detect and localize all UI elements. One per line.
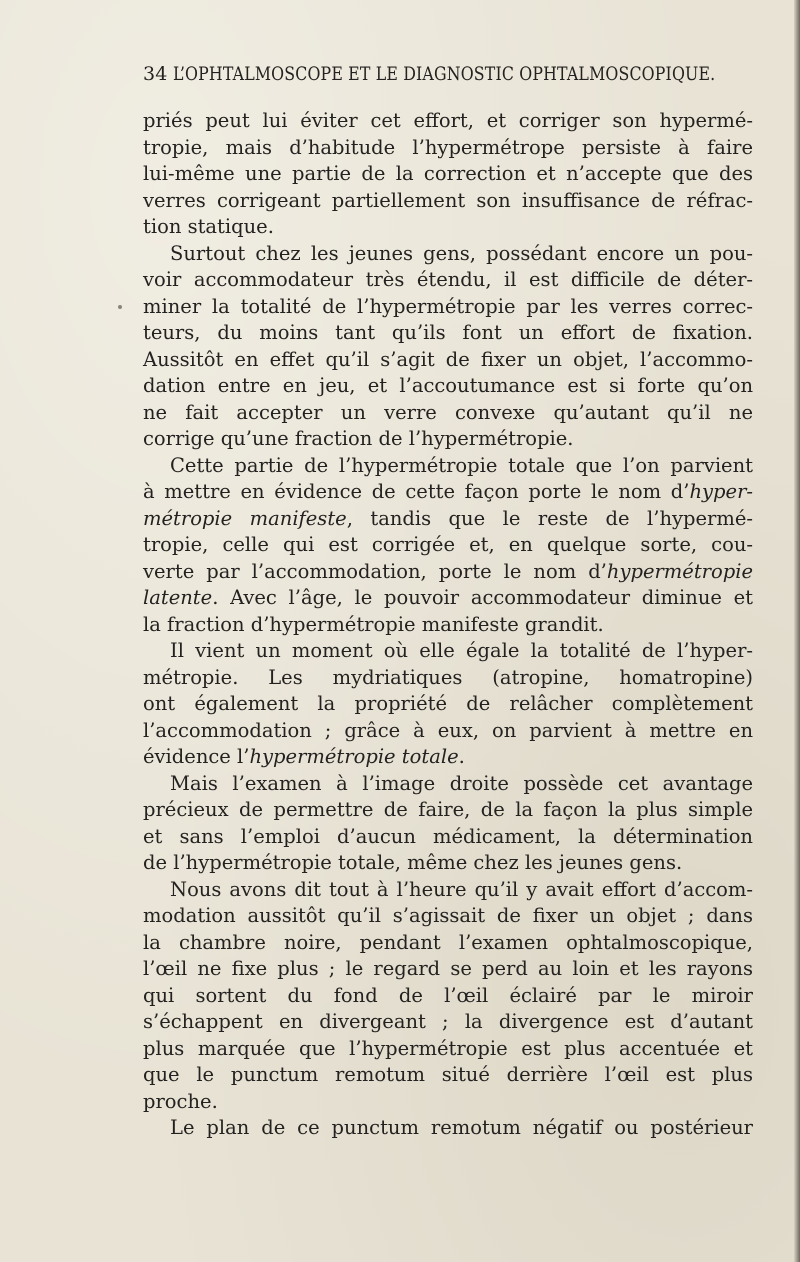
line-text: plus marquée que l’hypermétropie est plus accentuée et — [143, 1036, 753, 1060]
text-line — [143, 585, 753, 612]
text-line — [143, 135, 753, 162]
text-line — [143, 771, 753, 798]
text-line — [143, 108, 753, 135]
text-line — [143, 797, 753, 824]
text-line — [143, 559, 753, 586]
text-line — [143, 850, 753, 877]
text-line — [143, 983, 753, 1010]
line-text: modation aussitôt qu’il s’agissait de fixer un objet ; dans — [143, 904, 753, 927]
line-text: tropie, mais d’habitude l’hypermétrope persiste à faire — [143, 135, 753, 159]
running-header — [143, 63, 753, 93]
text-line — [143, 638, 753, 665]
line-text: à mettre en évidence de cette façon porte le nom d’ — [143, 480, 690, 503]
text-line — [143, 1089, 753, 1116]
line-text: . — [458, 745, 465, 768]
text-line — [143, 347, 753, 374]
line-text: corrige qu’une fraction de l’hypermétropie. — [143, 427, 574, 450]
text-line — [143, 188, 753, 215]
page-number: 34 — [143, 63, 168, 85]
text-line — [143, 1062, 753, 1089]
line-text: s’échappent en divergeant ; la divergence est d’autant — [143, 1010, 753, 1033]
line-text: proche. — [143, 1089, 218, 1113]
text-line — [143, 956, 753, 983]
italic-term: métropie manifeste — [143, 506, 347, 530]
line-text: priés peut lui éviter cet effort, et corriger son hypermé- — [143, 109, 753, 132]
line-text: qui sortent du fond de l’œil éclairé par le miroir — [143, 983, 753, 1007]
line-text: verte par l’accommodation, porte le nom d’ — [143, 559, 607, 583]
italic-term: hyper- — [689, 480, 753, 503]
italic-term: hypermétropie totale — [249, 745, 459, 768]
line-text: Le plan de ce punctum remotum négatif ou postérieur — [170, 1116, 753, 1139]
line-text: , tandis que le reste de l’hypermé- — [346, 506, 753, 530]
text-line — [143, 532, 753, 559]
line-text: Cette partie de l’hypermétropie totale que l’on parvient — [170, 453, 753, 477]
line-text: Surtout chez les jeunes gens, possédant encore un pou- — [170, 241, 753, 265]
text-line — [143, 506, 753, 533]
line-text: Nous avons dit tout à l’heure qu’il y avait effort d’accom- — [170, 877, 753, 901]
text-line — [143, 1036, 753, 1063]
line-text: métropie. Les mydriatiques (atropine, homatropine) — [143, 665, 753, 689]
text-line — [143, 824, 753, 851]
text-line — [143, 930, 753, 957]
ink-speck — [118, 305, 122, 309]
text-line — [143, 718, 753, 745]
line-text: et sans l’emploi d’aucun médicament, la détermination — [143, 824, 753, 848]
line-text: ne fait accepter un verre convexe qu’autant qu’il ne — [143, 400, 753, 424]
italic-term: hypermétropie — [606, 559, 753, 583]
text-line — [143, 744, 753, 771]
line-text: évidence l’ — [143, 745, 250, 768]
line-text: teurs, du moins tant qu’ils font un effort de fixation. — [143, 321, 753, 344]
line-text: tropie, celle qui est corrigée et, en quelque sorte, cou- — [143, 533, 753, 556]
text-line — [143, 161, 753, 188]
line-text: voir accommodateur très étendu, il est difficile de déter- — [143, 268, 753, 291]
running-title: L’OPHTALMOSCOPE ET LE DIAGNOSTIC OPHTALMOSCOPIQUE. — [173, 63, 716, 85]
line-text: l’œil ne fixe plus ; le regard se perd au loin et les rayons — [143, 957, 753, 980]
text-line — [143, 294, 753, 321]
text-line — [143, 453, 753, 480]
line-text: tion statique. — [143, 215, 274, 238]
text-line — [143, 691, 753, 718]
text-line — [143, 400, 753, 427]
text-line — [143, 877, 753, 904]
text-line — [143, 320, 753, 347]
text-line — [143, 214, 753, 241]
text-line — [143, 426, 753, 453]
line-text: Mais l’examen à l’image droite possède cet avantage — [170, 771, 753, 795]
line-text: . Avec l’âge, le pouvoir accommodateur diminue et — [212, 586, 753, 609]
line-text: Aussitôt en effet qu’il s’agit de fixer un objet, l’accommo- — [143, 347, 753, 371]
text-line — [143, 1115, 753, 1142]
line-text: la fraction d’hypermétropie manifeste grandit. — [143, 612, 604, 636]
line-text: l’accommodation ; grâce à eux, on parvient à mettre en — [143, 718, 753, 742]
line-text: lui-même une partie de la correction et n’accepte que des — [143, 162, 753, 185]
body-text — [143, 108, 753, 1142]
line-text: dation entre en jeu, et l’accoutumance est si forte qu’on — [143, 374, 753, 397]
line-text: la chambre noire, pendant l’examen ophtalmoscopique, — [143, 930, 753, 954]
text-line — [143, 903, 753, 930]
line-text: Il vient un moment où elle égale la totalité de l’hyper- — [170, 639, 753, 662]
text-line — [143, 241, 753, 268]
text-line — [143, 665, 753, 692]
text-line — [143, 267, 753, 294]
line-text: miner la totalité de l’hypermétropie par les verres correc- — [143, 294, 753, 318]
text-line — [143, 479, 753, 506]
italic-term: latente — [143, 586, 213, 609]
text-line — [143, 373, 753, 400]
page-edge-shadow — [794, 0, 800, 1262]
text-line — [143, 1009, 753, 1036]
line-text: de l’hypermétropie totale, même chez les jeunes gens. — [143, 851, 683, 874]
line-text: verres corrigeant partiellement son insuffisance de réfrac- — [143, 188, 753, 212]
text-line — [143, 612, 753, 639]
line-text: que le punctum remotum situé derrière l’œil est plus — [143, 1063, 753, 1086]
line-text: précieux de permettre de faire, de la façon la plus simple — [143, 798, 753, 821]
line-text: ont également la propriété de relâcher complètement — [143, 692, 753, 715]
